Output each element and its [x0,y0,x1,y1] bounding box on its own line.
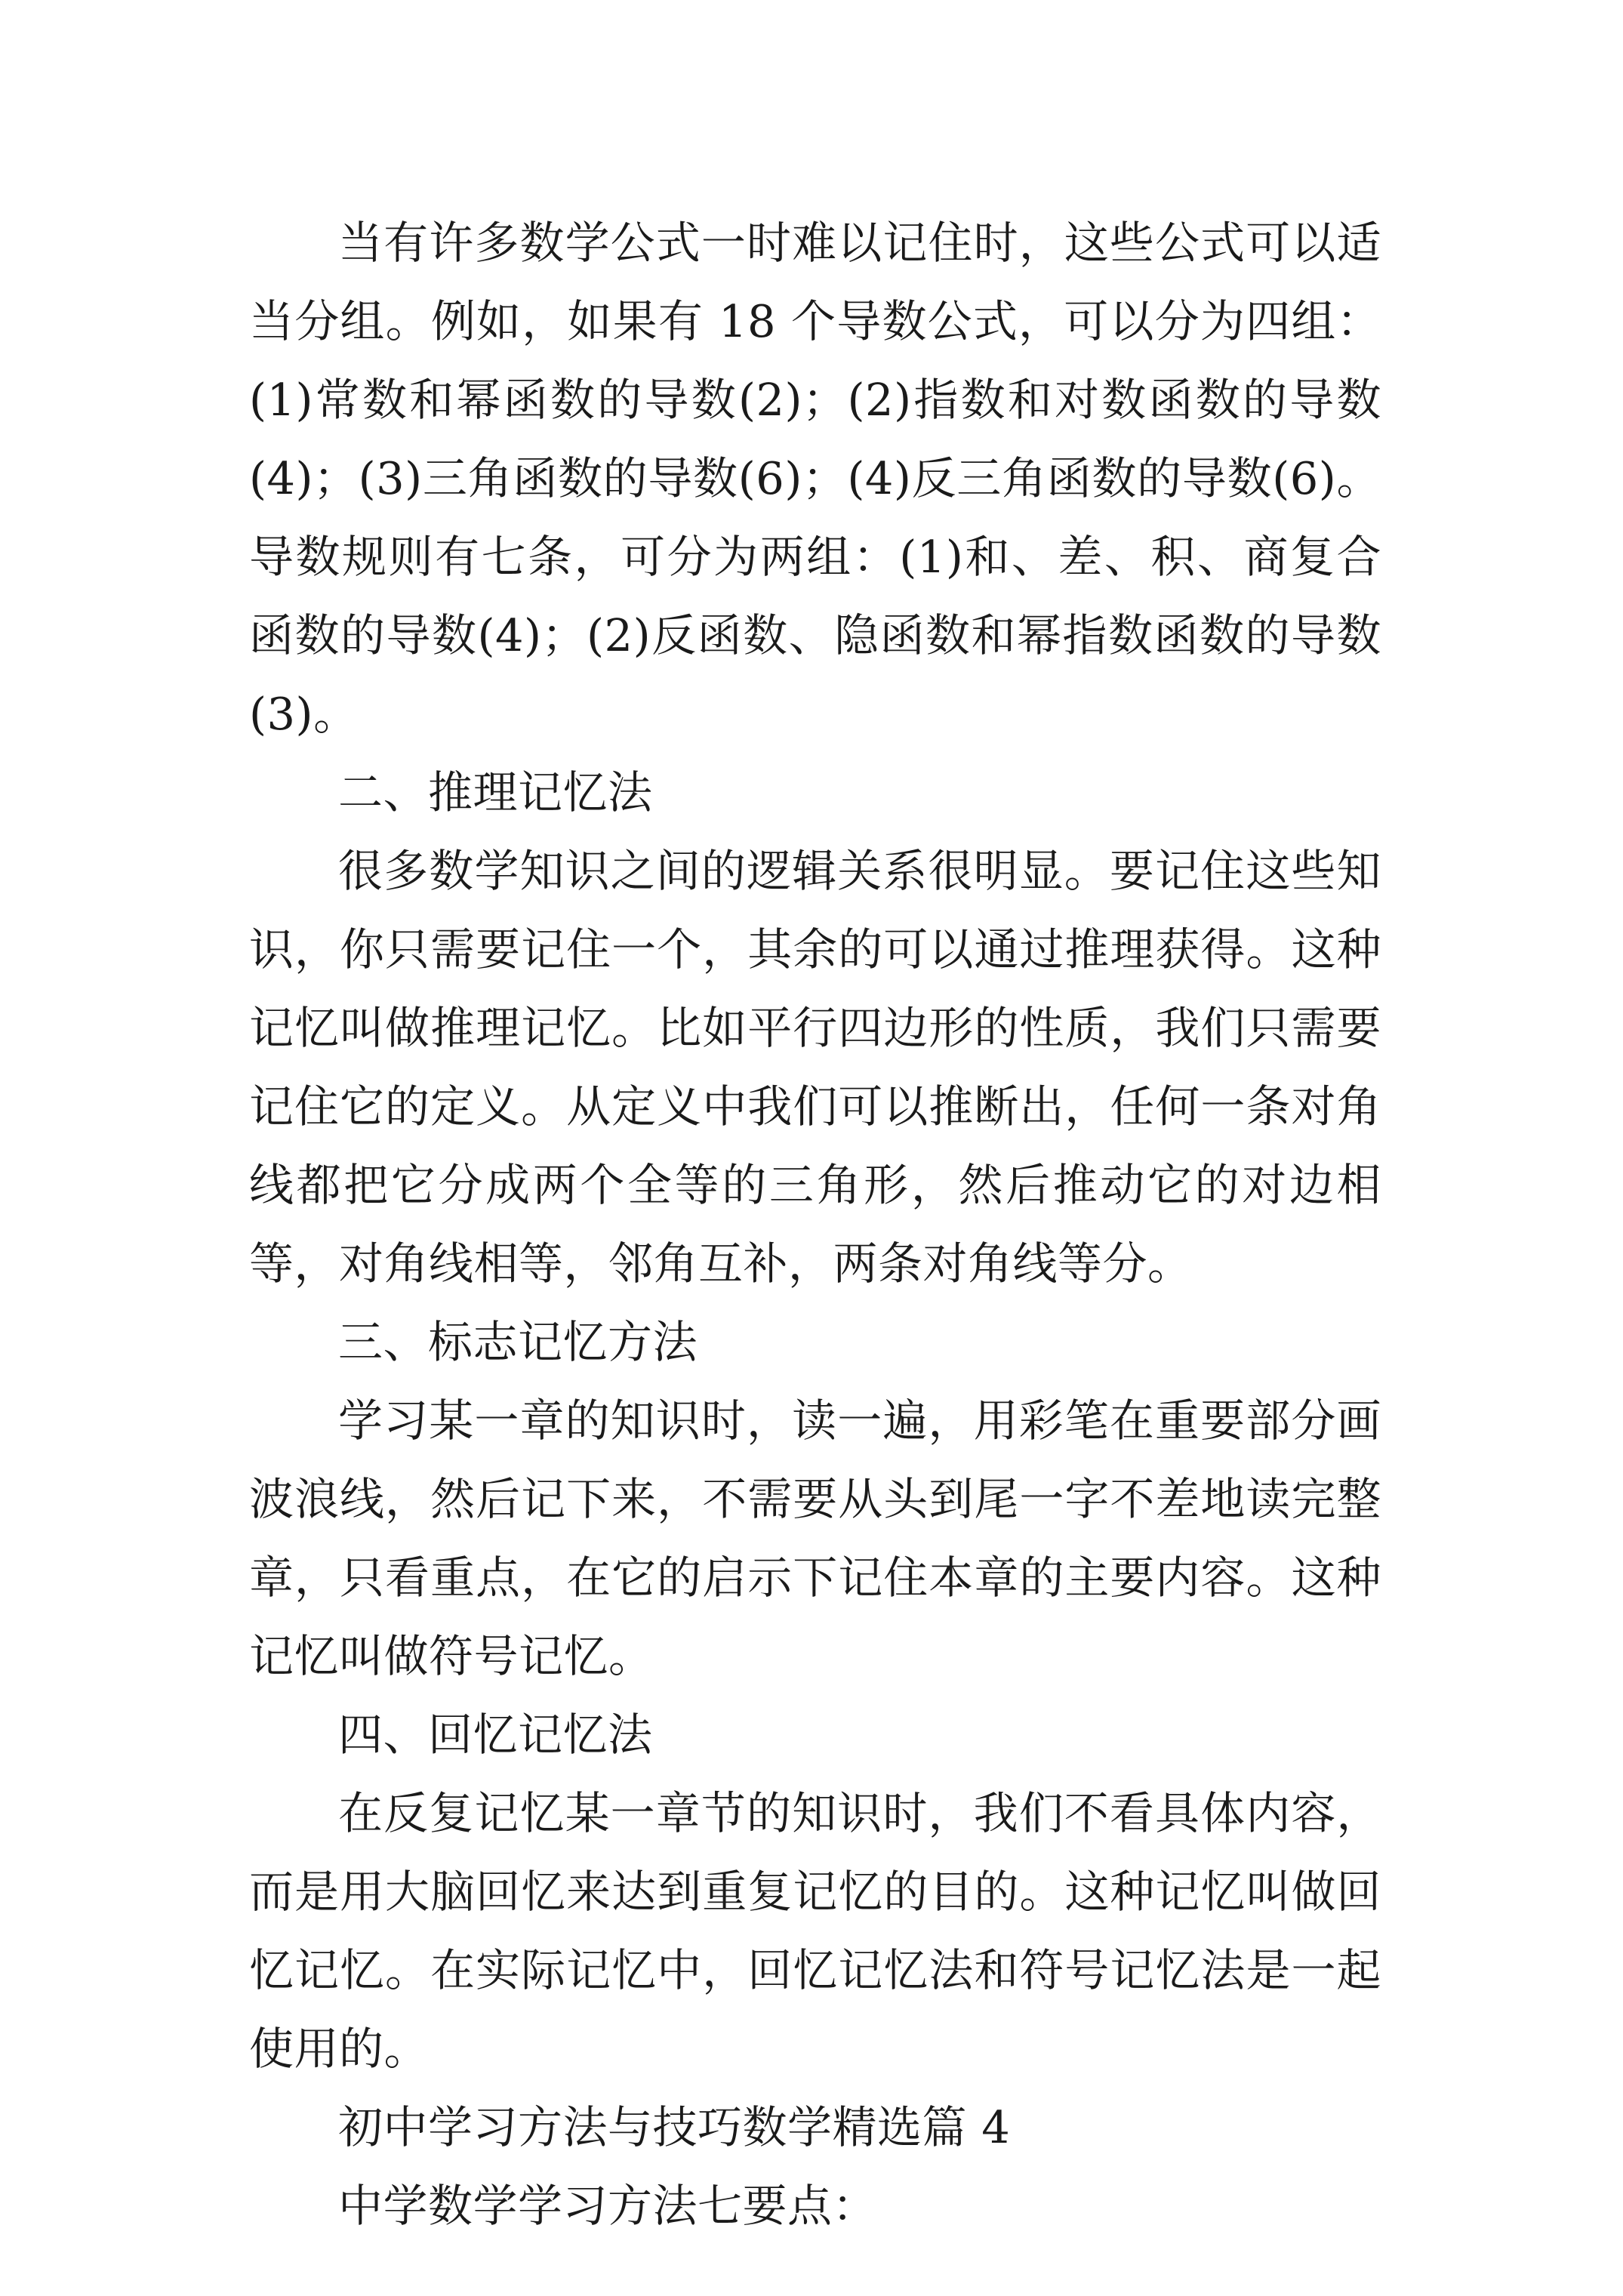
article-title-part-4: 初中学习方法与技巧数学精选篇 4 [338,2101,1011,2153]
section-heading-reasoning-memory: 二、推理记忆法 [338,766,653,818]
paragraph-marker-memory: 学习某一章的知识时，读一遍，用彩笔在重要部分画波浪线，然后记下来，不需要从头到尾一字不差地读完整章，只看重点，在它的启示下记住本章的主要内容。这种记忆叫做符号记忆。 [249,1395,1381,1682]
document-body [249,204,1381,2245]
section-heading-recall-memory: 四、回忆记忆法 [338,1709,653,1761]
section-heading-seven-points: 中学数学学习方法七要点： [338,2180,878,2232]
section-heading-marker-memory: 三、标志记忆方法 [338,1316,698,1368]
paragraph-recall-memory: 在反复记忆某一章节的知识时，我们不看具体内容，而是用大脑回忆来达到重复记忆的目的。这种记忆叫做回忆记忆。在实际记忆中，回忆记忆法和符号记忆法是一起使用的。 [249,1787,1381,2075]
paragraph-formula-grouping: 当有许多数学公式一时难以记住时，这些公式可以适当分组。例如，如果有 18 个导数公式，可以分为四组：(1)常数和幂函数的导数(2)；(2)指数和对数函数的导数(4)；(3)三角函数的导数(6)；(4)反三角函数的导数(6)。导数规则有七条，可分为两组：(1)和、差、积、商复合函数的导数(4)；(2)反函数、隐函数和幂指数函数的导数(3)。 [249,217,1381,740]
paragraph-reasoning-memory: 很多数学知识之间的逻辑关系很明显。要记住这些知识，你只需要记住一个，其余的可以通过推理获得。这种记忆叫做推理记忆。比如平行四边形的性质，我们只需要记住它的定义。从定义中我们可以推断出，任何一条对角线都把它分成两个全等的三角形，然后推动它的对边相等，对角线相等，邻角互补，两条对角线等分。 [249,845,1381,1290]
